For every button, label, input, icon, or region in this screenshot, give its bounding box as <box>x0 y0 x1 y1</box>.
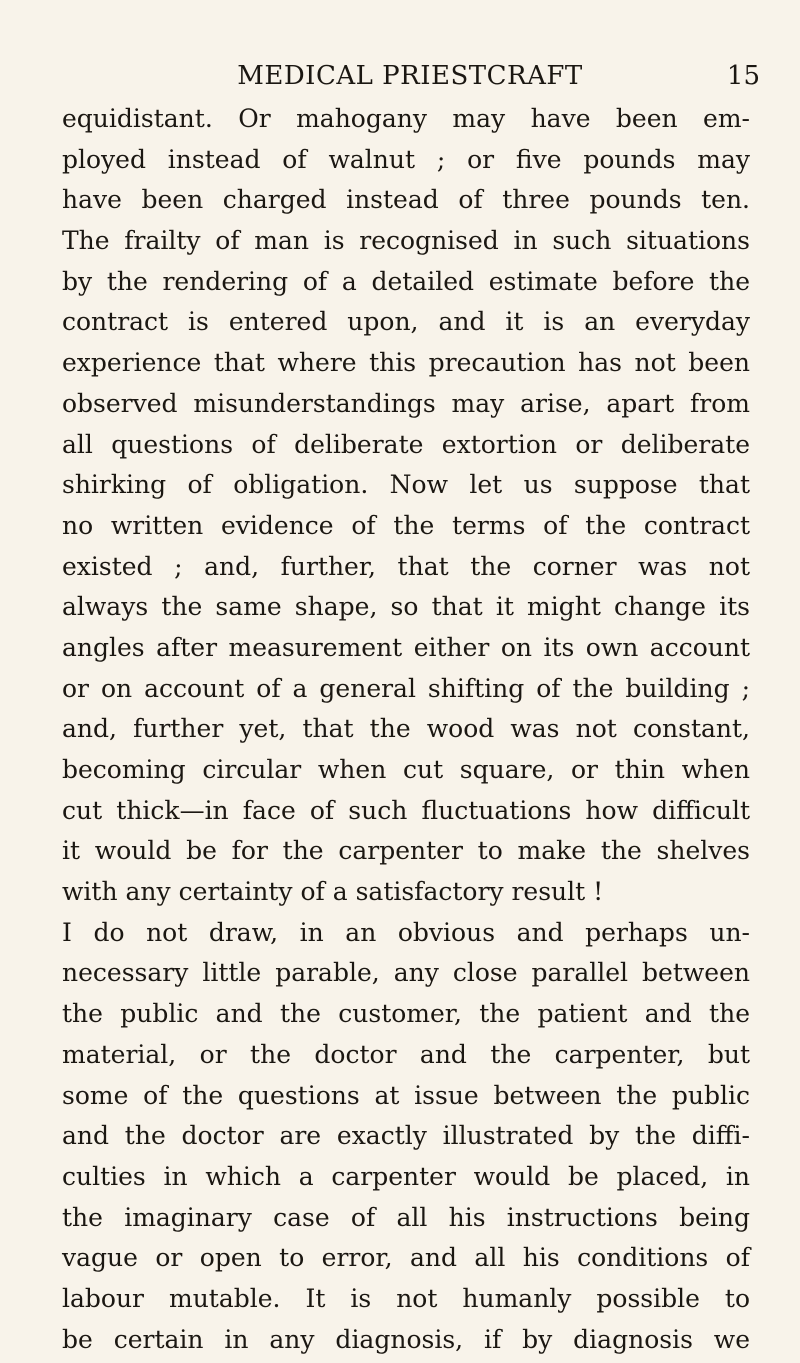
text-line: labour mutable. It is not humanly possible to <box>62 1283 750 1313</box>
text-line: it would be for the carpenter to make the shelves <box>62 836 750 866</box>
text-line: and the doctor are exactly illustrated by the diffi- <box>62 1121 750 1151</box>
text-line: shirking of obligation. Now let us suppose that <box>62 470 750 500</box>
text-line: by the rendering of a detailed estimate before the <box>62 266 750 296</box>
text-line: some of the questions at issue between the public <box>62 1080 750 1110</box>
text-line: observed misunderstandings may arise, apart from <box>62 388 750 418</box>
body-text <box>62 99 750 1360</box>
text-line: contract is entered upon, and it is an everyday <box>62 307 750 337</box>
text-line: existed ; and, further, that the corner was not <box>62 551 750 581</box>
text-line-paragraph-start: I do not draw, in an obvious and perhaps un- <box>62 917 750 947</box>
text-line-paragraph-end: with any certainty of a satisfactory result ! <box>62 877 604 907</box>
text-line: the imaginary case of all his instructions being <box>62 1202 750 1232</box>
text-line: the public and the customer, the patient and the <box>62 999 750 1029</box>
text-line: all questions of deliberate extortion or deliberate <box>62 429 750 459</box>
text-line: culties in which a carpenter would be placed, in <box>62 1161 750 1191</box>
text-line: necessary little parable, any close parallel between <box>62 958 750 988</box>
text-line: experience that where this precaution has not been <box>62 348 750 378</box>
text-line: no written evidence of the terms of the contract <box>62 510 750 540</box>
text-line: equidistant. Or mahogany may have been em- <box>62 104 750 133</box>
text-line: angles after measurement either on its own account <box>62 632 750 662</box>
text-line: have been charged instead of three pounds ten. <box>62 185 750 215</box>
text-line: and, further yet, that the wood was not constant, <box>62 714 750 744</box>
text-line: always the same shape, so that it might change its <box>62 592 750 622</box>
text-line: The frailty of man is recognised in such situations <box>62 226 750 256</box>
running-head <box>60 56 760 96</box>
text-line: becoming circular when cut square, or thin when <box>62 755 750 784</box>
text-line: vague or open to error, and all his conditions of <box>62 1243 750 1273</box>
text-line: or on account of a general shifting of the building ; <box>62 673 750 703</box>
page-number: 15 <box>726 61 760 91</box>
text-line: ployed instead of walnut ; or five pounds may <box>62 144 750 174</box>
running-title: MEDICAL PRIESTCRAFT <box>237 61 583 91</box>
text-line: material, or the doctor and the carpenter, but <box>62 1039 750 1069</box>
text-line: be certain in any diagnosis, if by diagnosis we <box>62 1324 750 1354</box>
text-line: cut thick—in face of such fluctuations how difficult <box>62 795 750 825</box>
